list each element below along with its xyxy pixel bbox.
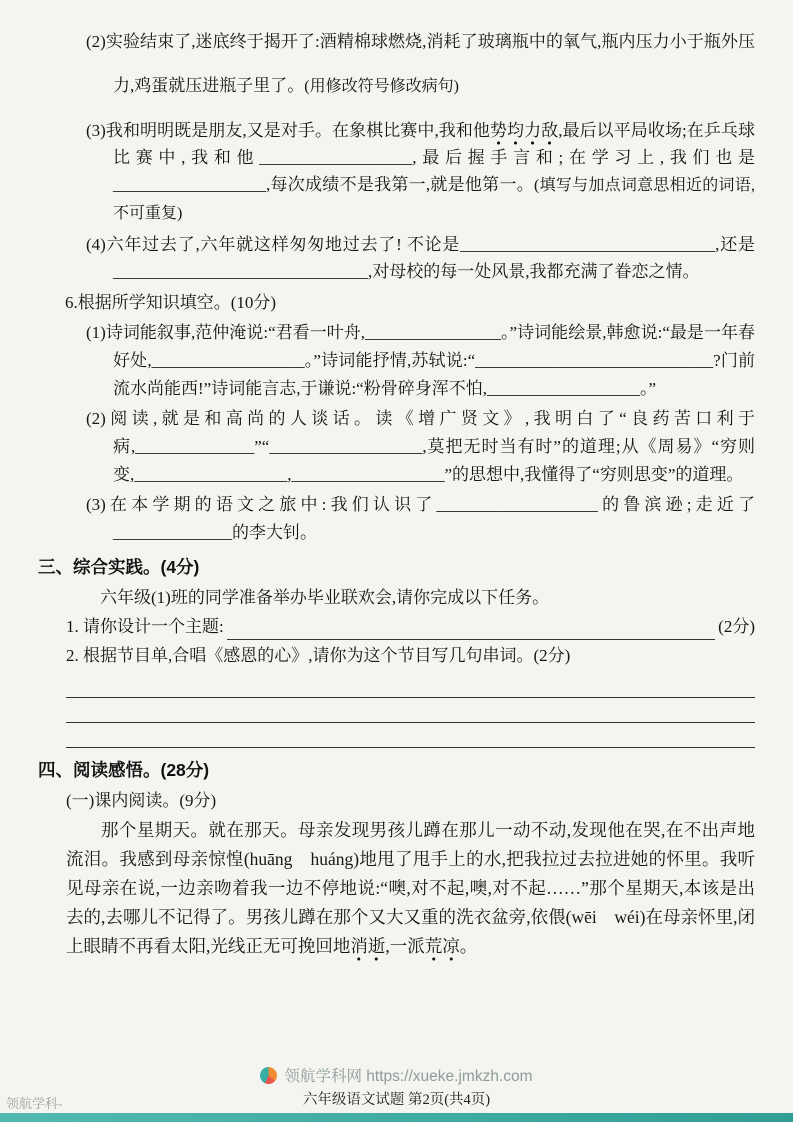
question-6-title: 6.根据所学知识填空。(10分) bbox=[65, 293, 277, 312]
passage-text: 。 bbox=[459, 936, 478, 956]
reading-passage bbox=[66, 816, 755, 961]
question-5-2-text: (2)实验结束了,迷底终于揭开了:酒精棉球燃烧,消耗了玻璃瓶中的氧气,瓶内压力小于瓶外压力,鸡蛋就压进瓶子里了。 bbox=[86, 32, 755, 95]
dotted-word: 消逝 bbox=[350, 936, 385, 962]
passage-text: ,一派 bbox=[385, 936, 425, 956]
question-5-3-pre: (3)我和明明既是朋友,又是对手。在象棋比赛中,我和他 bbox=[86, 121, 490, 140]
footer-site-text: 领航学科网 https://xueke.jmkzh.com bbox=[284, 1068, 533, 1085]
footer-site bbox=[0, 1064, 793, 1086]
question-5-3-post: ,最后以平局收场;在乒乓球比赛中,我和他__________________,最后握手言和;在学习上,我们也是__________________,每次成绩不是我第一,就是他第一。 bbox=[113, 121, 755, 194]
site-logo-icon bbox=[260, 1067, 277, 1084]
answer-line-3 bbox=[66, 723, 755, 748]
answer-area bbox=[38, 673, 755, 748]
dotted-word: 势均力敌 bbox=[490, 121, 558, 146]
dotted-word: 荒凉 bbox=[425, 936, 460, 962]
footer-page-info: 六年级语文试题 第2页(共4页) bbox=[302, 1092, 491, 1108]
question-5-3 bbox=[86, 117, 755, 227]
footer-watermark: 领航学科- bbox=[6, 1096, 63, 1111]
task-1-answer-blank bbox=[227, 613, 715, 640]
question-5-2-note: (用修改符号修改病句) bbox=[304, 78, 459, 95]
task-1-label: 1. 请你设计一个主题: bbox=[66, 617, 224, 636]
bottom-accent-bar bbox=[0, 1113, 793, 1122]
section-4-subtitle: (一)课内阅读。(9分) bbox=[66, 791, 217, 810]
task-2: 2. 根据节目单,合唱《感恩的心》,请你为这个节目写几句串词。(2分) bbox=[66, 646, 571, 665]
question-6-1: (1)诗词能叙事,范仲淹说:“君看一叶舟,________________。”诗词能绘景,韩愈说:“最是一年春好处,__________________。”诗词能抒情,苏轼说:“____________________________?门前流水尚能西!”诗词能言志,于谦说:“粉骨碎身浑不怕,__________________。” bbox=[86, 323, 755, 398]
answer-line-1 bbox=[66, 673, 755, 698]
section-3-title: 三、综合实践。(4分) bbox=[38, 557, 200, 577]
question-5-3-note: (填写与加点词意思相近的词语,不可重复) bbox=[113, 177, 755, 222]
question-6-2: (2)阅读,就是和高尚的人谈话。读《增广贤文》,我明白了“良药苦口利于病,______________”“__________________,莫把无时当有时”的道理;从《周易》“穷则变,__________________,__________________”的思想中,我懂得了“穷则思变”的道理。 bbox=[86, 409, 755, 484]
section-3-intro: 六年级(1)班的同学准备举办毕业联欢会,请你完成以下任务。 bbox=[100, 588, 550, 607]
section-4-title: 四、阅读感悟。(28分) bbox=[38, 760, 210, 780]
task-1-score: (2分) bbox=[718, 617, 755, 636]
question-5-4: (4)六年过去了,六年就这样匆匆地过去了! 不论是______________________________,还是______________________________,对母校的每一处风景,我都充满了眷恋之情。 bbox=[86, 235, 755, 281]
question-6-3: (3)在本学期的语文之旅中:我们认识了___________________的鲁滨逊;走近了______________的李大钊。 bbox=[86, 495, 755, 542]
task-1 bbox=[66, 613, 755, 640]
passage-text: 那个星期天。就在那天。母亲发现男孩儿蹲在那儿一动不动,发现他在哭,在不出声地流泪。我感到母亲惊惶(huāng huáng)地甩了甩手上的水,把我拉过去拉进她的怀里。我听见母亲在说,一边亲吻着我一边不停地说:“噢,对不起,噢,对不起……”那个星期天,本该是出去的,去哪儿不记得了。男孩儿蹲在那个又大又重的洗衣盆旁,依偎(wēi wéi)在母亲怀里,闭上眼睛不再看太阳,光线正无可挽回地 bbox=[66, 820, 755, 956]
question-5-2 bbox=[86, 20, 755, 109]
answer-line-2 bbox=[66, 698, 755, 723]
